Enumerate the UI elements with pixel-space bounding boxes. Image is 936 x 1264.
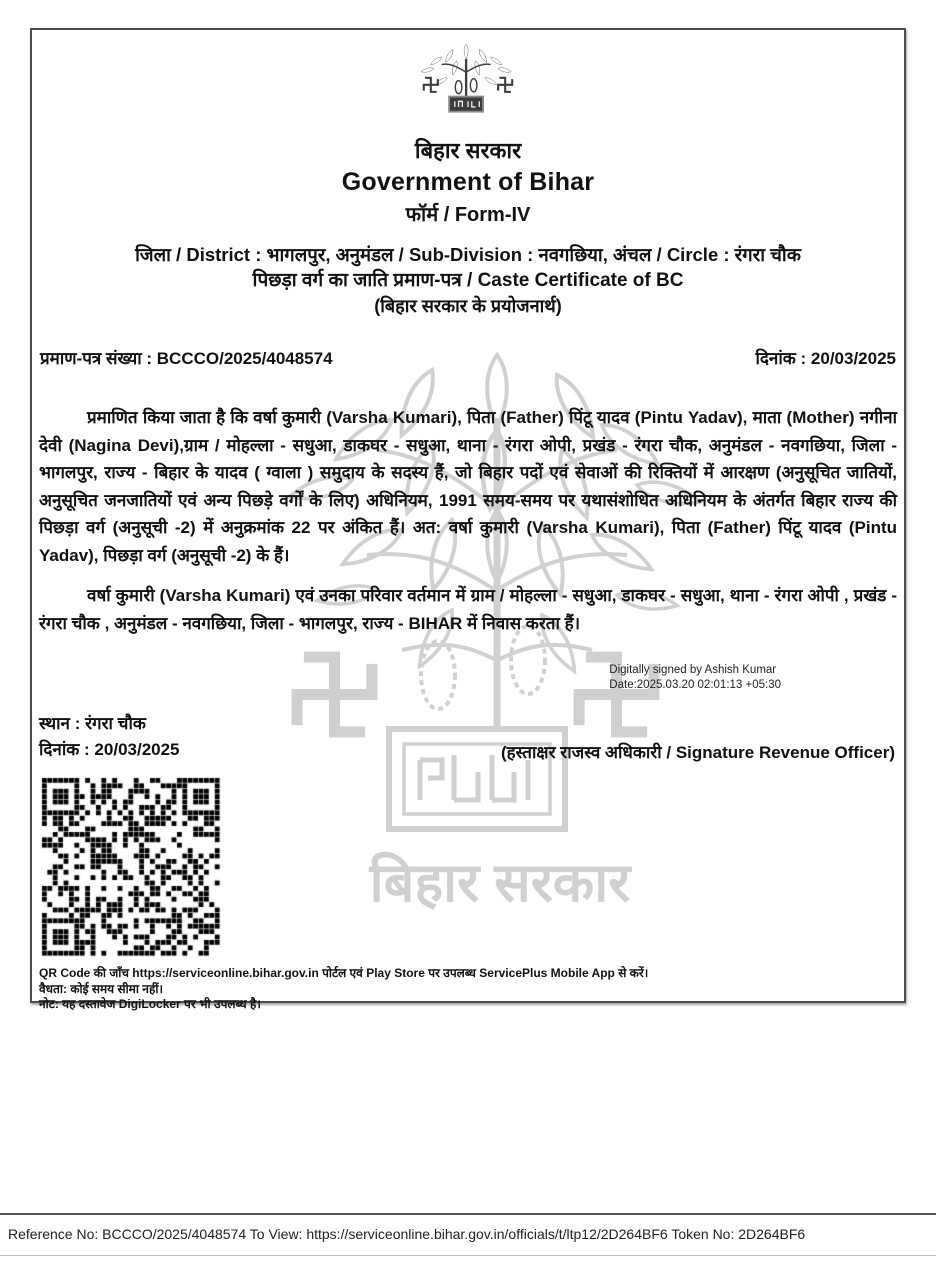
- qr-code: [40, 776, 225, 958]
- validity-note: वैधता: कोई समय सीमा नहीं।: [39, 981, 163, 996]
- certificate-paragraph-1: प्रमाणित किया जाता है कि वर्षा कुमारी (Varsha Kumari), पिता (Father) पिंटू यादव (Pintu Yadav), माता (Mother) नगीना देवी (Nagina Devi),ग्राम / मोहल्ला - सधुआ, डाकघर - सधुआ, थाना - रंगरा ओपी, प्रखंड - रंगरा चौक, अनुमंडल - नवगछिया, जिला - भागलपुर, राज्य - बिहार के यादव ( ग्वाला ) समुदाय के सदस्य हैं, जो बिहार पदों एवं सेवाओं की रिक्तियों में आरक्षण (अनुसूचित जातियों, अनुसूचित जनजातियों एवं अन्य पिछड़े वर्गों के लिए) अधिनियम, 1991 समय-समय पर यथासंशोधित अधिनियम के अंतर्गत बिहार राज्य की पिछड़ा वर्ग (अनुसूची -2) में अनुक्रमांक 22 पर अंकित हैं। अत: वर्षा कुमारी (Varsha Kumari), पिता (Father) पिंटू यादव (Pintu Yadav), पिछड़ा वर्ग (अनुसूची -2) के हैं।: [39, 408, 897, 565]
- title-hindi: बिहार सरकार: [414, 138, 522, 163]
- digital-signature-block: [609, 663, 781, 693]
- bihar-government-emblem-icon: [418, 42, 518, 122]
- certificate-border-box: [30, 28, 906, 1011]
- certificate-title: पिछड़ा वर्ग का जाति प्रमाण-पत्र / Caste Certificate of BC: [252, 270, 684, 291]
- title-english: Government of Bihar: [341, 168, 595, 196]
- document-header: [39, 30, 897, 227]
- revenue-officer-signature-label: (हस्ताक्षर राजस्व अधिकारी / Signature Revenue Officer): [500, 743, 895, 762]
- certificate-number: प्रमाण-पत्र संख्या : BCCCO/2025/4048574: [40, 349, 333, 368]
- certificate-subheader: [39, 242, 897, 319]
- digital-signature-signer: Digitally signed by Ashish Kumar: [609, 664, 777, 676]
- purpose-line: (बिहार सरकार के प्रयोजनार्थ): [374, 296, 562, 316]
- certificate-meta-row: [39, 346, 897, 369]
- certificate-paragraph-2: वर्षा कुमारी (Varsha Kumari) एवं उनका परिवार वर्तमान में ग्राम / मोहल्ला - सधुआ, डाकघर - सधुआ, थाना - रंगरा ओपी , प्रखंड - रंगरा चौक , अनुमंडल - नवगछिया, जिला - भागलपुर, राज्य - BIHAR में निवास करता हैं।: [39, 586, 897, 633]
- place-label: स्थान : रंगरा चौक: [39, 714, 146, 733]
- digital-signature-date: Date:2025.03.20 02:01:13 +05:30: [609, 679, 781, 691]
- reference-text: Reference No: BCCCO/2025/4048574 To View: https://serviceonline.bihar.gov.in/officials/t/ltp12/2D264BF6 Token No: 2D264BF6: [0, 1215, 936, 1256]
- qr-verification-note: QR Code की जाँच https://serviceonline.bihar.gov.in पोर्टल एवं Play Store पर उपलब्ध ServicePlus Mobile App से करें।: [39, 966, 649, 980]
- district-line: जिला / District : भागलपुर, अनुमंडल / Sub-Division : नवगछिया, अंचल / Circle : रंगरा चौक: [135, 244, 801, 265]
- reference-bar: [0, 1213, 936, 1256]
- watermark-text: बिहार सरकार: [369, 853, 631, 913]
- form-number: फॉर्म / Form-IV: [405, 204, 531, 226]
- signature-row: [39, 711, 897, 763]
- certificate-date: दिनांक : 20/03/2025: [755, 349, 896, 368]
- footer-notes: [39, 966, 897, 1013]
- issue-date-label: दिनांक : 20/03/2025: [39, 740, 180, 759]
- place-date-block: [39, 711, 180, 763]
- digilocker-note: नोट: यह दस्तावेज DigiLocker पर भी उपलब्ध है।: [39, 997, 261, 1011]
